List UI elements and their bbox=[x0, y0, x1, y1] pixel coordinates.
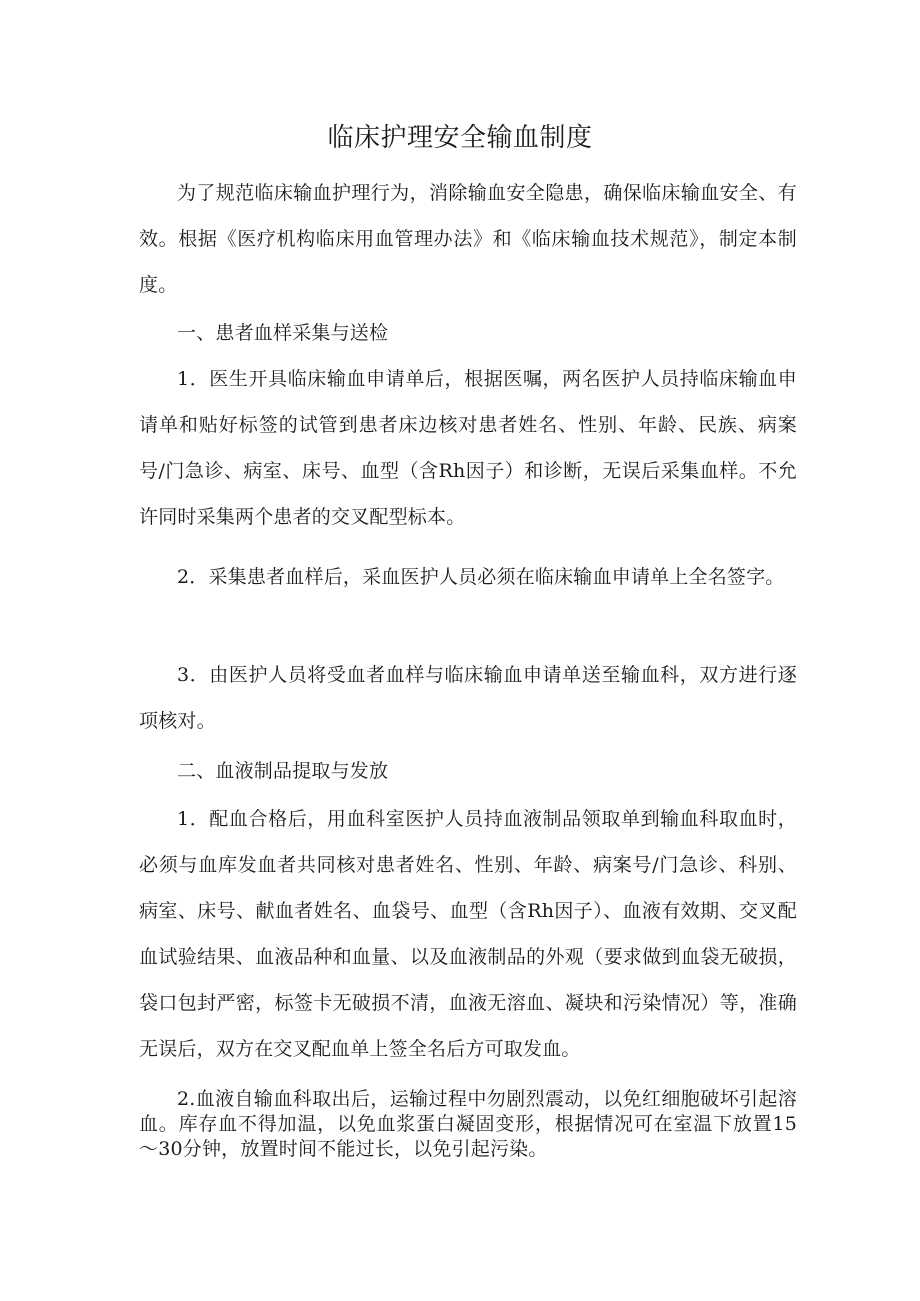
section-1-item-2: 2．采集患者血样后，采血医护人员必须在临床输血申请单上全名签字。 bbox=[177, 566, 785, 588]
document-title: 临床护理安全输血制度 bbox=[327, 123, 593, 153]
section-2-item-1: 1．配血合格后，用血科室医护人员持血液制品领取单到输血科取血时，必须与血库发血者共同核对患者姓名、性别、年龄、病案号/门急诊、科别、病室、床号、献血者姓名、血袋号、血型（含Rh因子）、血液有效期、交叉配血试验结果、血液品种和血量、以及血液制品的外观（要求做到血袋无破损，袋口包封严密，标签卡无破损不清，血液无溶血、凝块和污染情况）等，准确无误后，双方在交叉配血单上签全名后方可取发血。 bbox=[139, 808, 797, 1060]
section-heading-2: 二、血液制品提取与发放 bbox=[177, 760, 389, 782]
section-2-item-2: 2.血液自输血科取出后，运输过程中勿剧烈震动，以免红细胞破坏引起溶血。库存血不得加温，以免血浆蛋白凝固变形，根据情况可在室温下放置15～30分钟，放置时间不能过长，以免引起污染。 bbox=[139, 1088, 797, 1160]
section-heading-1: 一、患者血样采集与送检 bbox=[177, 322, 389, 344]
section-1-item-3: 3．由医护人员将受血者血样与临床输血申请单送至输血科，双方进行逐项核对。 bbox=[139, 664, 797, 732]
section-1-item-1: 1．医生开具临床输血申请单后，根据医嘱，两名医护人员持临床输血申请单和贴好标签的试管到患者床边核对患者姓名、性别、年龄、民族、病案号/门急诊、病室、床号、血型（含Rh因子）和诊断，无误后采集血样。不允许同时采集两个患者的交叉配型标本。 bbox=[139, 368, 797, 528]
intro-paragraph: 为了规范临床输血护理行为，消除输血安全隐患，确保临床输血安全、有效。根据《医疗机构临床用血管理办法》和《临床输血技术规范》，制定本制度。 bbox=[139, 182, 797, 296]
